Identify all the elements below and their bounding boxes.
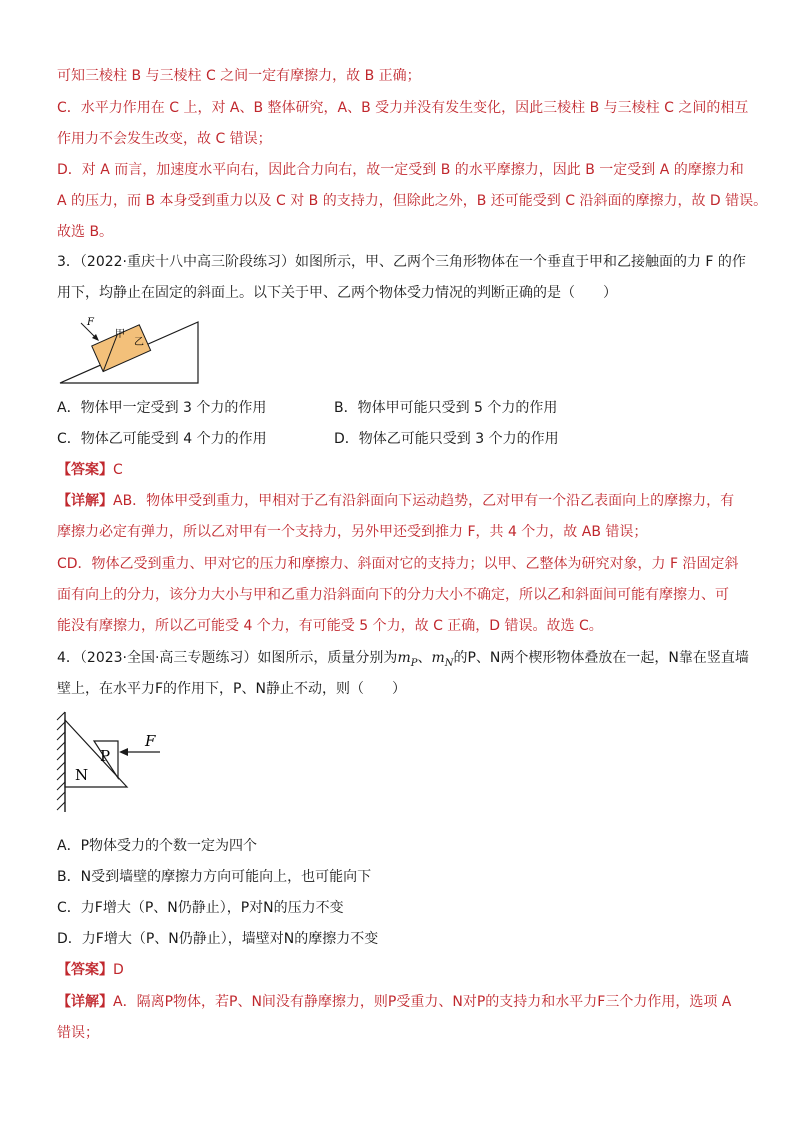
q4-answer	[57, 960, 124, 980]
answer-tag: 【答案】	[57, 462, 113, 478]
force-label: F	[87, 317, 94, 328]
q3-option-c: C．物体乙可能受到 4 个力的作用	[57, 431, 267, 447]
q3-detail-line2: 摩擦力必定有弹力，所以乙对甲有一个支持力，另外甲还受到推力 F，共 4 个力，故 AB 错误；	[57, 524, 648, 540]
solution-option-c-line1: C．水平力作用在 C 上，对 A、B 整体研究，A、B 受力并没有发生变化，因此三棱柱 B 与三棱柱 C 之间的相互	[57, 100, 749, 116]
detail-tag: 【详解】	[57, 493, 113, 509]
solution-option-d-line1: D．对 A 而言，加速度水平向右，因此合力向右，故一定受到 B 的水平摩擦力，因此 B 一定受到 A 的摩擦力和	[57, 162, 744, 178]
q3-detail-line3: CD．物体乙受到重力、甲对它的压力和摩擦力、斜面对它的支持力；以甲、乙整体为研究对象，力 F 沿固定斜	[57, 556, 739, 572]
q4-detail-line1	[57, 992, 731, 1012]
mass-n-symbol: m	[431, 650, 445, 666]
q3-option-d: D．物体乙可能只受到 3 个力的作用	[334, 431, 559, 447]
answer-value: C	[113, 462, 123, 478]
q3-answer	[57, 460, 123, 480]
stem-text-post: 的P、N两个楔形物体叠放在一起，N靠在竖直墙	[453, 650, 749, 666]
solution-option-c-line2: 作用力不会发生改变，故 C 错误；	[57, 131, 272, 147]
solution-option-d-line2: A 的压力，而 B 本身受到重力以及 C 对 B 的支持力，但除此之外，B 还可能受到 C 沿斜面的摩擦力，故 D 错误。	[57, 193, 768, 209]
q3-stem-line1: 3．（2022·重庆十八中高三阶段练习）如图所示，甲、乙两个三角形物体在一个垂直于甲和乙接触面的力 F 的作	[57, 254, 746, 270]
q3-figure-incline	[55, 310, 215, 390]
detail-text: AB．物体甲受到重力，甲相对于乙有沿斜面向下运动趋势，乙对甲有一个沿乙表面向上的摩擦力，有	[113, 493, 735, 509]
detail-text: A．隔离P物体，若P、N间没有静摩擦力，则P受重力、N对P的支持力和水平力F三个力作用，选项 A	[113, 994, 732, 1010]
solution-line: 可知三棱柱 B 与三棱柱 C 之间一定有摩擦力，故 B 正确；	[57, 68, 421, 84]
q4-figure-wall-wedges	[55, 708, 175, 818]
answer-tag: 【答案】	[57, 962, 113, 978]
mass-n-subscript: N	[444, 657, 454, 669]
solution-conclusion: 故选 B。	[57, 224, 114, 240]
q3-detail-line4: 面有向上的分力，该分力大小与甲和乙重力沿斜面向下的分力大小不确定，所以乙和斜面间可能有摩擦力、可	[57, 587, 729, 603]
q3-stem-line2: 用下，均静止在固定的斜面上。以下关于甲、乙两个物体受力情况的判断正确的是（ ）	[57, 285, 617, 301]
q3-option-b: B．物体甲可能只受到 5 个力的作用	[334, 400, 558, 416]
q4-stem-line2: 壁上，在水平力F的作用下，P、N静止不动，则（ ）	[57, 681, 406, 697]
detail-tag: 【详解】	[57, 994, 113, 1010]
q4-detail-line2: 错误；	[57, 1025, 99, 1041]
stem-separator: 、	[417, 650, 432, 666]
q4-option-d: D．力F增大（P、N仍静止），墙壁对N的摩擦力不变	[57, 931, 379, 947]
q4-option-a: A．P物体受力的个数一定为四个	[57, 838, 258, 854]
stem-text-pre: 4．（2023·全国·高三专题练习）如图所示，质量分别为	[57, 650, 398, 666]
mass-p-symbol: m	[397, 650, 411, 666]
q3-detail-line1	[57, 491, 734, 511]
q4-stem-line1	[57, 648, 749, 674]
force-arrow-head	[119, 748, 128, 756]
block-yi-label: 乙	[134, 337, 144, 348]
wall-hatching	[57, 712, 65, 810]
mass-p-subscript: P	[410, 657, 418, 669]
block-jia-label: 甲	[115, 329, 125, 340]
q4-option-c: C．力F增大（P、N仍静止），P对N的压力不变	[57, 900, 344, 916]
answer-value: D	[113, 962, 124, 978]
q4-option-b: B．N受到墙壁的摩擦力方向可能向上，也可能向下	[57, 869, 372, 885]
q3-option-a: A．物体甲一定受到 3 个力的作用	[57, 400, 267, 416]
q3-detail-line5: 能没有摩擦力，所以乙可能受 4 个力，有可能受 5 个力，故 C 正确，D 错误。故选 C。	[57, 618, 603, 634]
wedge-p-label: P	[100, 747, 111, 765]
force-label: F	[145, 732, 156, 750]
wedge-n-label: N	[75, 766, 89, 784]
